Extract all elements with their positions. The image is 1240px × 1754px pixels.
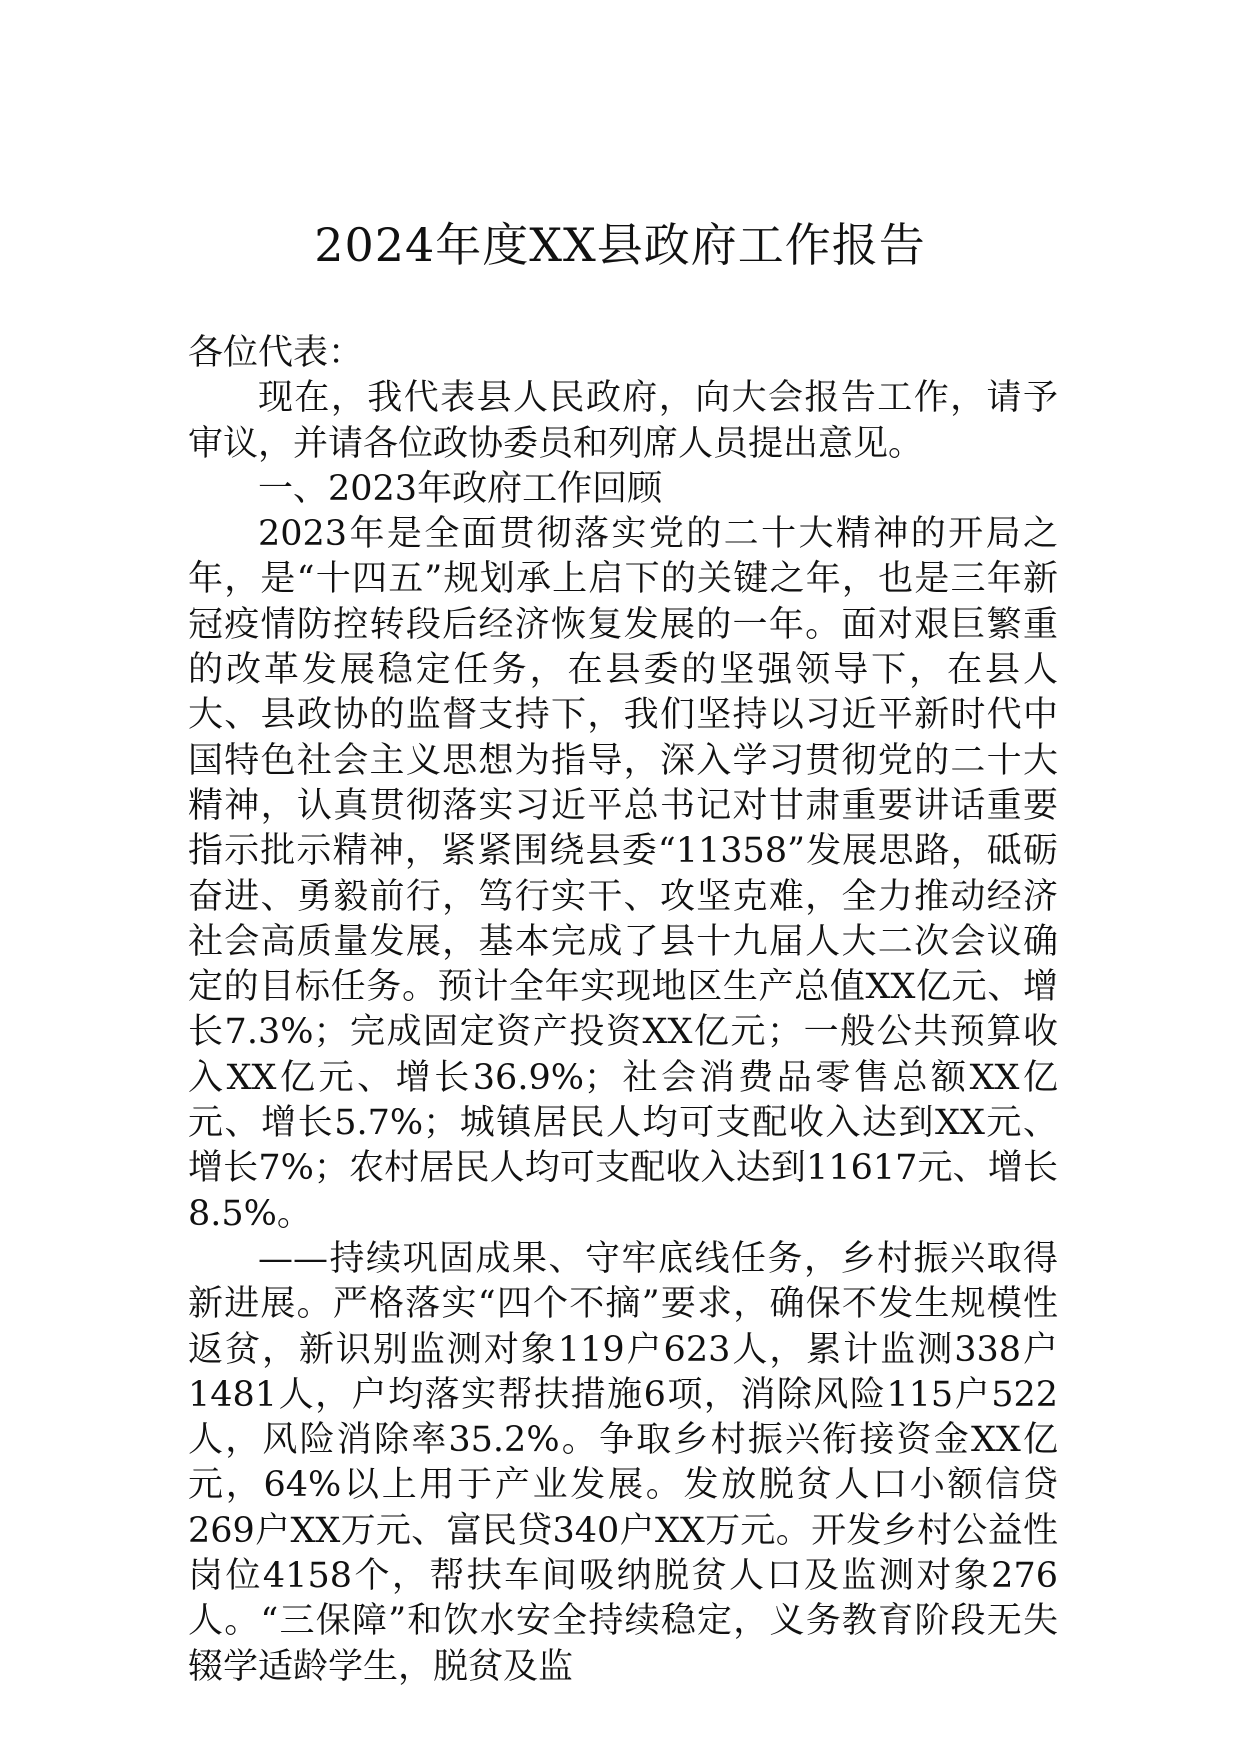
review-paragraph: 2023年是全面贯彻落实党的二十大精神的开局之年，是“十四五”规划承上启下的关键之年，也是三年新冠疫情防控转段后经济恢复发展的一年。面对艰巨繁重的改革发展稳定任务，在县委的坚强领导下，在县人大、县政协的监督支持下，我们坚持以习近平新时代中国特色社会主义思想为指导，深入学习贯彻党的二十大精神，认真贯彻落实习近平总书记对甘肃重要讲话重要指示批示精神，紧紧围绕县委“11358”发展思路，砥砺奋进、勇毅前行，笃行实干、攻坚克难，全力推动经济社会高质量发展，基本完成了县十九届人大二次会议确定的目标任务。预计全年实现地区生产总值XX亿元、增长7.3%；完成固定资产投资XX亿元；一般公共预算收入XX亿元、增长36.9%；社会消费品零售总额XX亿元、增长5.7%；城镇居民人均可支配收入达到XX元、增长7%；农村居民人均可支配收入达到11617元、增长8.5%。 — [188, 514, 1058, 1234]
opening-paragraph: 现在，我代表县人民政府，向大会报告工作，请予审议，并请各位政协委员和列席人员提出意见。 — [188, 378, 1058, 464]
rural-revitalization-paragraph: ——持续巩固成果、守牢底线任务，乡村振兴取得新进展。严格落实“四个不摘”要求，确保不发生规模性返贫，新识别监测对象119户623人，累计监测338户1481人，户均落实帮扶措施6项，消除风险115户522人，风险消除率35.2%。争取乡村振兴衔接资金XX亿元，64%以上用于产业发展。发放脱贫人口小额信贷269户XX万元、富民贷340户XX万元。开发乡村公益性岗位4158个，帮扶车间吸纳脱贫人口及监测对象276人。“三保障”和饮水安全持续稳定，义务教育阶段无失辍学适龄学生，脱贫及监 — [188, 1238, 1058, 1687]
section-heading: 一、2023年政府工作回顾 — [258, 468, 663, 509]
document-title: 2024年度XX县政府工作报告 — [314, 218, 926, 272]
salutation: 各位代表： — [188, 333, 364, 373]
document-body — [188, 331, 1058, 1690]
